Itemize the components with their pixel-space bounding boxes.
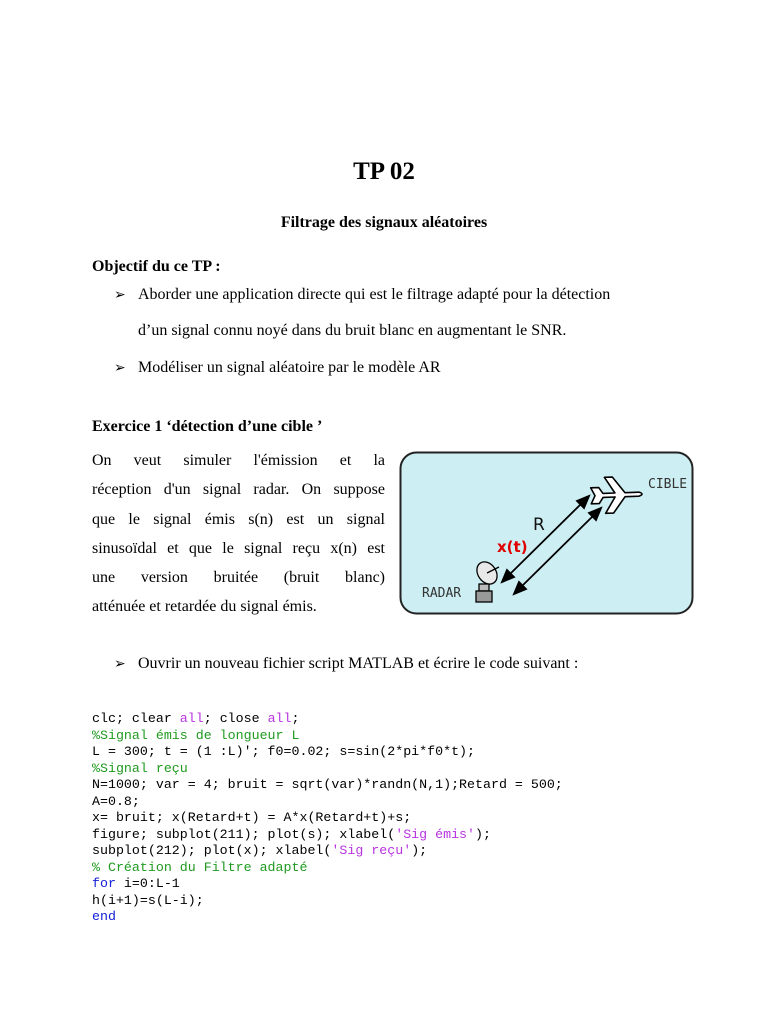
arrow-bullet-icon: ➢ [114,657,126,672]
arrow-bullet-icon: ➢ [114,361,126,376]
code-line: figure; subplot(211); plot(s); xlabel('Sig émis'); [92,826,491,842]
objective-bullet-1 [114,286,610,304]
code-line: for i=0:L-1 [92,876,180,891]
code-line: L = 300; t = (1 :L)'; f0=0.02; s=sin(2*pi*f0*t); [92,744,476,759]
matlab-code-block [92,711,563,926]
exercise-description [92,446,385,622]
text-line: réception d'un signal radar. On suppose [92,481,385,499]
code-line: h(i+1)=s(L-i); [92,892,204,908]
page-title: TP 02 [353,158,415,185]
code-comment: %Signal émis de longueur L [92,727,300,743]
objective-bullet-2 [114,359,441,377]
radar-diagram [399,451,694,615]
code-line: clc; clear all; close all; [92,711,300,726]
text-line: une version bruitée (bruit blanc) [92,569,385,587]
page-subtitle: Filtrage des signaux aléatoires [280,214,488,231]
code-line: N=1000; var = 4; bruit = sqrt(var)*randn(N,1);Retard = 500; [92,777,563,792]
text-line: atténuée et retardée du signal émis. [92,598,317,616]
code-line: x= bruit; x(Retard+t) = A*x(Retard+t)+s; [92,810,412,825]
signal-label: x(t) [497,538,528,556]
exercise-heading: Exercice 1 ‘détection d’une cible ’ [92,418,323,435]
code-comment: % Création du Filtre adapté [92,859,308,875]
bullet-text: Aborder une application directe qui est le filtrage adapté pour la détection [138,286,611,303]
instruction-bullet [114,655,578,673]
arrow-bullet-icon: ➢ [114,288,126,303]
code-comment: %Signal reçu [92,760,188,776]
bullet-continuation: d’un signal connu noyé dans du bruit blanc en augmentant le SNR. [138,322,567,339]
text-line: On veut simuler l'émission et la [92,452,385,469]
target-label: CIBLE [648,477,688,492]
code-line: A=0.8; [92,793,140,809]
radar-label: RADAR [422,586,462,601]
text-line: que le signal émis s(n) est un signal [92,510,385,528]
bullet-text: Ouvrir un nouveau fichier script MATLAB et écrire le code suivant : [138,655,579,672]
bullet-text: Modéliser un signal aléatoire par le modèle AR [138,359,441,376]
text-line: sinusoïdal et que le signal reçu x(n) est [92,539,385,557]
code-keyword: end [92,909,116,924]
code-line: subplot(212); plot(x); xlabel('Sig reçu'); [92,843,428,858]
range-label: R [533,515,545,535]
objective-heading: Objectif du ce TP : [92,258,221,275]
